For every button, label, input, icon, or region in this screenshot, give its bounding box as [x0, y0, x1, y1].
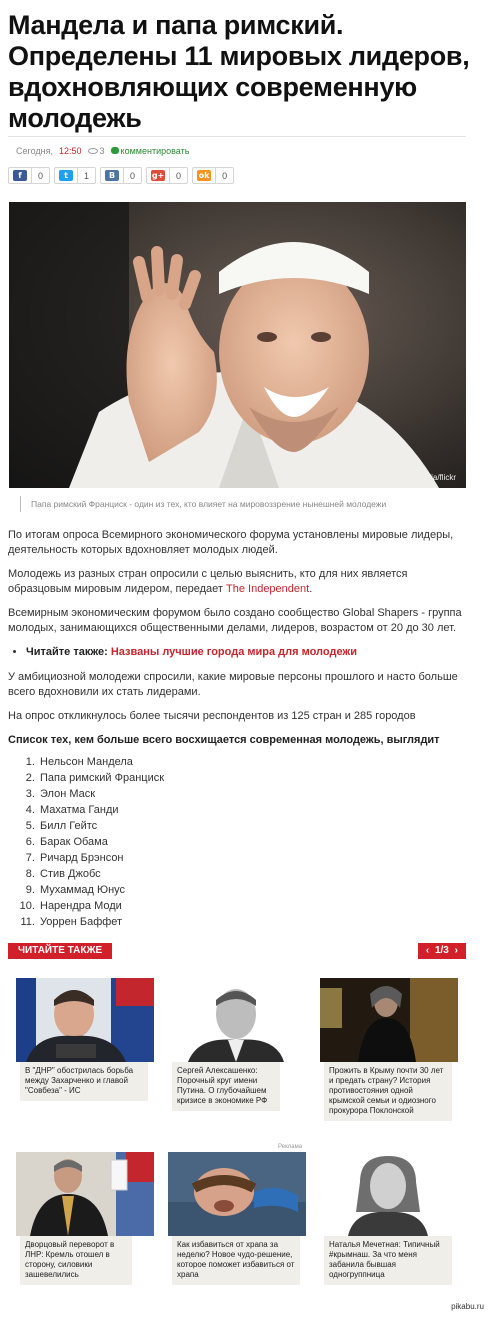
share-bar: [8, 167, 234, 184]
leaders-list: [38, 754, 468, 930]
news-card[interactable]: [168, 978, 306, 1111]
read-also-label: ЧИТАЙТЕ ТАКЖЕ: [8, 943, 112, 959]
article-meta: [16, 146, 189, 156]
twitter-icon: t: [59, 170, 73, 181]
list-item: 8. Стив Джобс: [38, 866, 468, 882]
paragraph: [8, 567, 468, 597]
paragraph: По итогам опроса Всемирного экономического форума установлены мировые лидеры, деятельность которых вдохновляет молодых людей.: [8, 529, 454, 556]
facebook-icon: f: [13, 170, 27, 181]
vk-icon: B: [105, 170, 119, 181]
comment-icon: [111, 147, 119, 154]
card-title[interactable]: Наталья Мечетная: Типичный #крымнаш. За что меня забанила бывшая одногруппница: [324, 1236, 452, 1285]
source-link[interactable]: The Independent: [226, 583, 310, 595]
list-item: 10. Нарендра Моди: [38, 898, 468, 914]
card-thumbnail[interactable]: [320, 978, 458, 1062]
list-item: 3. Элон Маск: [38, 786, 468, 802]
paragraph: Всемирным экономическим форумом было создано сообщество Global Shapers - группа молодых, занимающихся общественными делами, лидеров, возрастом от 20 до 30 лет.: [8, 607, 462, 634]
read-also-bar: [8, 943, 466, 959]
carousel-pager: [418, 943, 466, 959]
comment-label[interactable]: комментировать: [120, 146, 190, 156]
news-card[interactable]: [16, 1152, 154, 1285]
card-title[interactable]: Дворцовый переворот в ЛНР: Кремль отошел в сторону, силовики зашевелились: [20, 1236, 132, 1285]
time-label: 12:50: [59, 146, 82, 156]
paragraph: На опрос откликнулось более тысячи респондентов из 125 стран и 285 городов: [8, 710, 416, 722]
card-thumbnail[interactable]: [16, 978, 154, 1062]
list-item: 6. Барак Обама: [38, 834, 468, 850]
share-button[interactable]: [100, 167, 142, 184]
read-also-link[interactable]: Названы лучшие города мира для молодежи: [110, 646, 357, 658]
card-thumbnail[interactable]: [16, 1152, 154, 1236]
odnoklassniki-icon: ok: [198, 171, 210, 180]
hero-image: [9, 202, 466, 488]
comment-link[interactable]: [111, 146, 190, 156]
news-card[interactable]: [320, 978, 458, 1121]
read-also-item: [26, 645, 468, 660]
share-count: 0: [169, 168, 187, 183]
views-count: 3: [99, 146, 105, 156]
article-title: Мандела и папа римский. Определены 11 мировых лидеров, вдохновляющих современную молодежь: [8, 10, 470, 133]
share-button[interactable]: [8, 167, 50, 184]
prev-arrow-icon[interactable]: ‹: [425, 945, 430, 956]
news-card[interactable]: [168, 1152, 306, 1285]
share-count: 1: [77, 168, 95, 183]
list-item: 9. Мухаммад Юнус: [38, 882, 468, 898]
image-caption: Папа римский Франциск - один из тех, кто влияет на мировоззрение нынешней молодежи: [20, 496, 466, 512]
share-button[interactable]: [192, 167, 234, 184]
read-also-prefix: Читайте также:: [26, 646, 111, 658]
card-title[interactable]: Сергей Алексашенко: Порочный круг имени Путина. О глубочайшем кризисе в экономике РФ: [172, 1062, 280, 1111]
article-body: [8, 528, 468, 930]
eye-icon: [88, 148, 98, 154]
share-count: 0: [215, 168, 233, 183]
news-card[interactable]: [320, 1152, 458, 1285]
paragraph-end: .: [309, 583, 313, 595]
pope-photo: [9, 202, 466, 488]
card-title[interactable]: Как избавиться от храпа за неделю? Новое чудо-решение, которое поможет избавиться от храпа: [172, 1236, 300, 1285]
news-card[interactable]: [16, 978, 154, 1101]
card-thumbnail[interactable]: [320, 1152, 458, 1236]
card-thumbnail[interactable]: [168, 1152, 306, 1236]
list-item: 7. Ричард Брэнсон: [38, 850, 468, 866]
ad-label: Реклама: [278, 1144, 303, 1150]
share-button[interactable]: [146, 167, 188, 184]
paragraph-text: Молодежь из разных стран опросили с целью выяснить, кто для них является образцовым мировым лидером, передает: [8, 568, 408, 595]
next-arrow-icon[interactable]: ›: [454, 945, 458, 956]
google-plus-icon: g+: [151, 171, 165, 180]
card-title[interactable]: Прожить в Крыму почти 30 лет и предать страну? История противостояния одной крымской семьи и одиозного прокурора Поклонской: [324, 1062, 452, 1121]
date-label: Сегодня,: [16, 146, 53, 156]
watermark: pikabu.ru: [451, 1302, 484, 1311]
image-credit: © Hello World Media/flickr: [364, 473, 456, 482]
list-heading: Список тех, кем больше всего восхищается современная молодежь, выглядит: [8, 734, 440, 746]
list-item: 2. Папа римский Франциск: [38, 770, 468, 786]
views-counter: [88, 146, 105, 156]
paragraph: У амбициозной молодежи спросили, какие мировые персоны прошлого и насто больше всего вдохновили их стать лидерами.: [8, 671, 458, 698]
share-count: 0: [123, 168, 141, 183]
list-item: 5. Билл Гейтс: [38, 818, 468, 834]
share-count: 0: [31, 168, 49, 183]
list-item: 4. Махатма Ганди: [38, 802, 468, 818]
list-item: 11. Уоррен Баффет: [38, 914, 468, 930]
card-title[interactable]: В "ДНР" обострилась борьба между Захарченко и главой "Совбеза" - ИС: [20, 1062, 148, 1101]
divider: [8, 136, 466, 137]
page-indicator: 1/3: [434, 945, 449, 956]
share-button[interactable]: [54, 167, 96, 184]
card-thumbnail[interactable]: [168, 978, 306, 1062]
list-item: 1. Нельсон Мандела: [38, 754, 468, 770]
read-also-inline: [26, 645, 468, 660]
